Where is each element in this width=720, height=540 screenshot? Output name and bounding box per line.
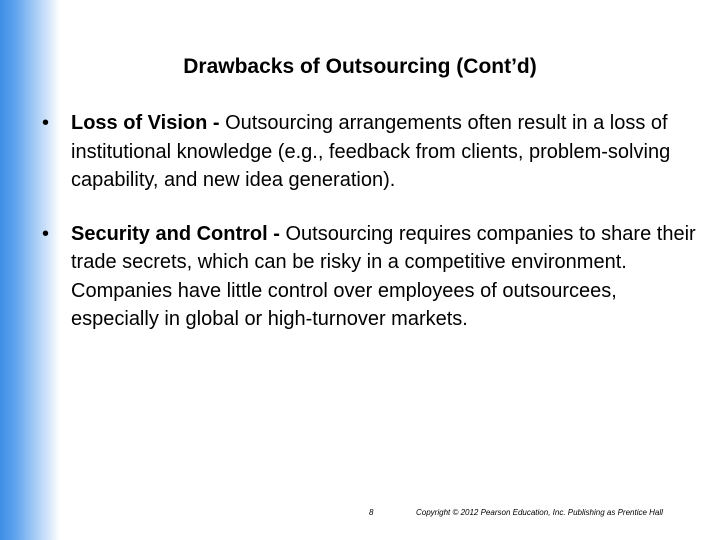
bullet-marker: • bbox=[42, 112, 50, 134]
bullet-item-security-and-control bbox=[42, 220, 702, 334]
page-number: 8 bbox=[369, 508, 374, 517]
bullet-heading: Security and Control - bbox=[71, 222, 280, 245]
bullet-marker: • bbox=[42, 222, 50, 245]
bullet-item-loss-of-vision bbox=[42, 109, 702, 195]
bullet-list bbox=[42, 109, 702, 359]
bullet-text: Outsourcing requires companies to share their trade secrets, which can be risky in a competitive environment. Companies have little control over employees of outsourcees, especially in global or high-turnover markets. bbox=[71, 222, 696, 330]
slide-title: Drawbacks of Outsourcing (Cont’d) bbox=[183, 55, 537, 78]
copyright-notice: Copyright © 2012 Pearson Education, Inc. Publishing as Prentice Hall bbox=[416, 508, 663, 517]
bullet-heading: Loss of Vision - bbox=[71, 112, 220, 134]
bullet-text: Outsourcing arrangements often result in a loss of institutional knowledge (e.g., feedback from clients, problem-solving capability, and new idea generation). bbox=[71, 112, 671, 191]
